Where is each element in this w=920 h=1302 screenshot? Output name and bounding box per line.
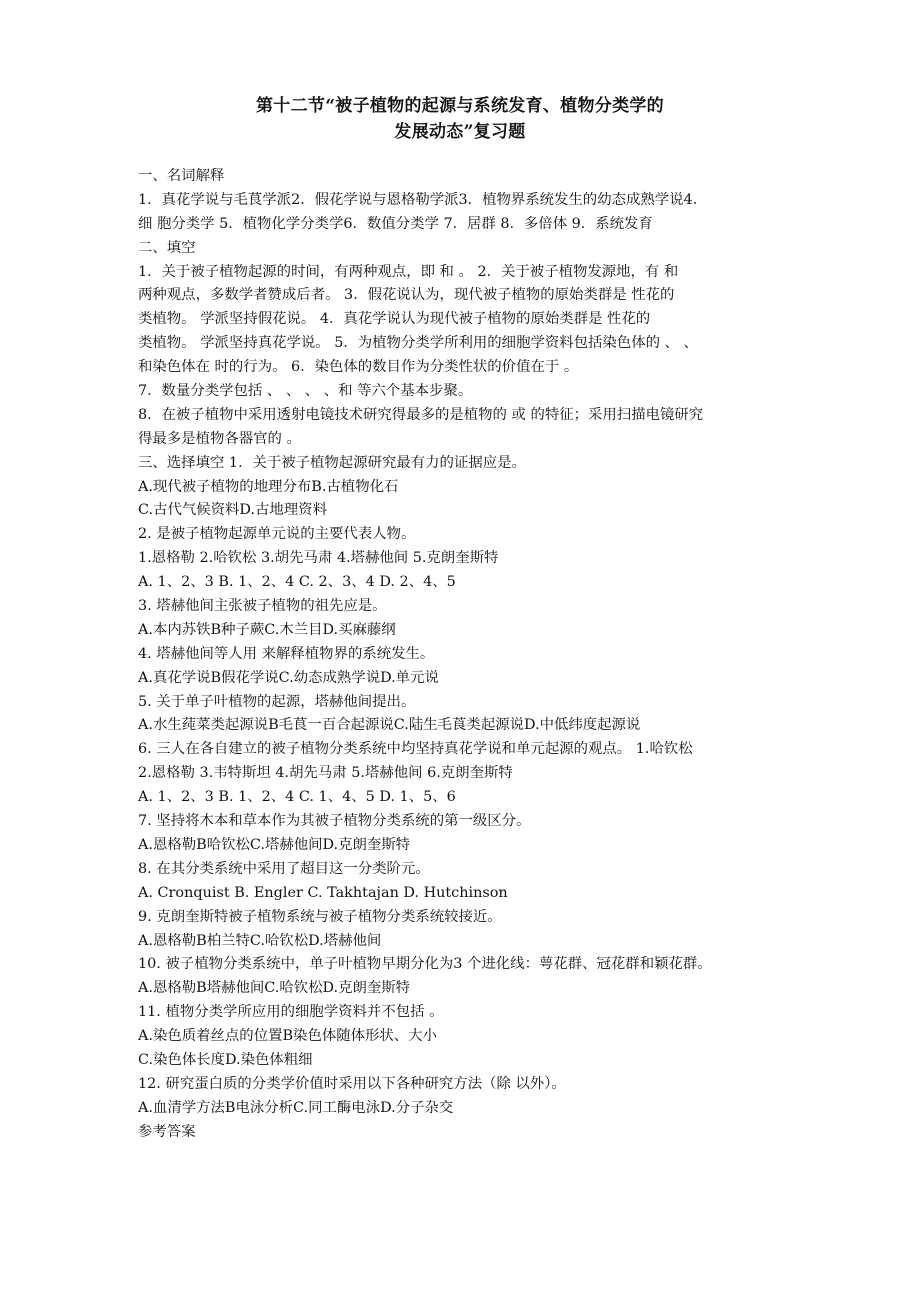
document-title-line-2: 发展动态”复习题 bbox=[394, 122, 526, 142]
text-line: A.恩格勒B哈钦松C.塔赫他间D.克朗奎斯特 bbox=[138, 836, 411, 853]
text-line: A.恩格勒B柏兰特C.哈钦松D.塔赫他间 bbox=[138, 932, 382, 949]
text-line: 5. 关于单子叶植物的起源，塔赫他间提出。 bbox=[138, 693, 416, 710]
text-line: A. 1、2、3 B. 1、2、4 C. 2、3、4 D. 2、4、5 bbox=[138, 574, 456, 591]
text-line: 10. 被子植物分类系统中，单子叶植物早期分化为3 个进化线：萼花群、冠花群和颖花群。 bbox=[138, 956, 712, 973]
text-line: 和染色体在 时的行为。 6．染色体的数目作为分类性状的价值在于 。 bbox=[138, 359, 579, 376]
text-line: 8．在被子植物中采用透射电镜技术研究得最多的是植物的 或 的特征；采用扫描电镜研究 bbox=[138, 406, 704, 423]
text-line: 11. 植物分类学所应用的细胞学资料并不包括 。 bbox=[138, 1004, 444, 1021]
text-line: 3. 塔赫他间主张被子植物的祖先应是。 bbox=[138, 598, 387, 615]
text-line: 得最多是植物各器官的 。 bbox=[138, 430, 301, 447]
text-line: 7．数量分类学包括 、 、 、 、和 等六个基本步聚。 bbox=[138, 383, 473, 400]
text-line: A.本内苏铁B种子蕨C.木兰目D.买麻藤纲 bbox=[138, 621, 396, 638]
text-line: 6. 三人在各自建立的被子植物分类系统中均坚持真花学说和单元起源的观点。 1.哈钦松 bbox=[138, 741, 693, 758]
text-line: 7. 坚持将木本和草本作为其被子植物分类系统的第一级区分。 bbox=[138, 813, 531, 830]
text-line: 参考答案 bbox=[138, 1123, 196, 1140]
text-line: A.水生莼菜类起源说B毛茛一百合起源说C.陆生毛莨类起源说D.中低纬度起源说 bbox=[138, 717, 641, 734]
text-line: 类植物。 学派坚持假花说。 4．真花学说认为现代被子植物的原始类群是 性花的 bbox=[138, 311, 651, 328]
text-line: A.现代被子植物的地理分布B.古植物化石 bbox=[138, 478, 399, 495]
text-line: A. Cronquist B. Engler C. Takhtajan D. Hutchinson bbox=[138, 884, 508, 901]
text-line: C.染色体长度D.染色体粗细 bbox=[138, 1051, 313, 1068]
text-line: A. 1、2、3 B. 1、2、4 C. 1、4、5 D. 1、5、6 bbox=[138, 789, 456, 806]
text-line: 8. 在其分类系统中采用了超目这一分类阶元。 bbox=[138, 860, 430, 877]
text-line: 12. 研究蛋白质的分类学价值时采用以下各种研究方法（除 以外）。 bbox=[138, 1075, 566, 1092]
text-line: 二、填空 bbox=[138, 239, 196, 256]
text-line: 9. 克朗奎斯特被子植物系统与被子植物分类系统较接近。 bbox=[138, 908, 502, 925]
text-line: C.古代气候资料D.古地理资料 bbox=[138, 502, 327, 519]
text-line: A.染色质着丝点的位置B染色体随体形状、大小 bbox=[138, 1028, 437, 1045]
document-title-line-1: 第十二节“被子植物的起源与系统发育、植物分类学的 bbox=[256, 96, 664, 116]
text-line: 一、名词解释 bbox=[138, 168, 225, 184]
document-body bbox=[138, 165, 808, 1145]
text-line: A.血清学方法B电泳分析C.同工酶电泳D.分子杂交 bbox=[138, 1099, 454, 1116]
text-line: 类植物。 学派坚持真花学说。 5．为植物分类学所利用的细胞学资料包括染色体的 、 、 bbox=[138, 335, 698, 352]
text-line: 2.恩格勒 3.韦特斯坦 4.胡先马肃 5.塔赫他间 6.克朗奎斯特 bbox=[138, 765, 513, 782]
text-line: 细 胞分类学 5．植物化学分类学6．数值分类学 7．居群 8．多倍体 9．系统发育 bbox=[138, 215, 653, 232]
text-line: A.真花学说B假花学说C.幼态成熟学说D.单元说 bbox=[138, 669, 439, 686]
text-line: 1．真花学说与毛茛学派2．假花学说与恩格勒学派3．植物界系统发生的幼态成熟学说4． bbox=[138, 191, 708, 208]
text-line: 4. 塔赫他间等人用 来解释植物界的系统发生。 bbox=[138, 645, 435, 662]
text-line: 1.恩格勒 2.哈钦松 3.胡先马肃 4.塔赫他间 5.克朗奎斯特 bbox=[138, 550, 499, 567]
text-line: A.恩格勒B塔赫他间C.哈钦松D.克朗奎斯特 bbox=[138, 980, 411, 997]
text-line: 2. 是被子植物起源单元说的主要代表人物。 bbox=[138, 526, 416, 543]
text-line: 1．关于被子植物起源的时间，有两种观点，即 和 。 2．关于被子植物发源地，有 和 bbox=[138, 263, 679, 280]
text-line: 两种观点，多数学者赞成后者。 3．假花说认为，现代被子植物的原始类群是 性花的 bbox=[138, 287, 675, 304]
text-line: 三、选择填空 1．关于被子植物起源研究最有力的证据应是。 bbox=[138, 454, 526, 471]
